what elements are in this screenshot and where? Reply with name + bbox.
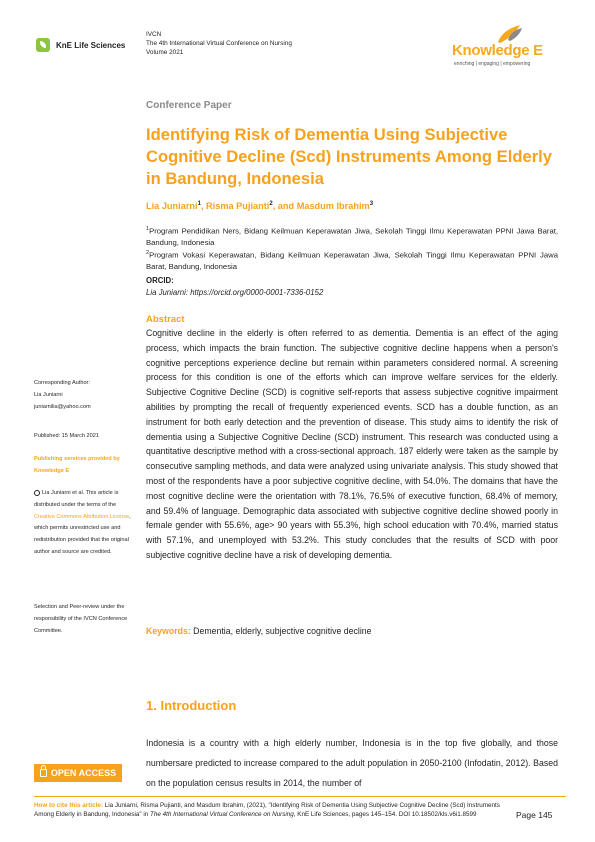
author-name: Lia Juniarni <box>146 201 198 212</box>
affiliation-sup: 2 <box>146 250 150 256</box>
logo-name: Knowledge E <box>452 42 543 59</box>
abstract-heading: Abstract <box>146 314 185 325</box>
cite-label: How to cite this article: <box>34 802 103 809</box>
author-sup: 2 <box>269 201 273 207</box>
copyright-icon <box>34 490 40 496</box>
corr-label: Corresponding Author: <box>34 380 90 386</box>
published-date: Published: 15 March 2021 <box>34 433 99 439</box>
journal-line: Volume 2021 <box>146 49 184 56</box>
brand-name: KnE Life Sciences <box>56 40 126 50</box>
cite-text: Lia Juniarni, Risma Pujianti, and Masdum Ibrahim, (2021), "Identifying Risk of Dementia Using Subjective Cognitive Decline (Scd) Instruments Among Elderly in Bandung, Indonesia" in <box>34 802 500 819</box>
author-sup: 1 <box>197 201 201 207</box>
keywords <box>146 626 372 636</box>
license-link[interactable]: Creative Commons Attribution License <box>34 513 130 520</box>
open-access-label: OPEN ACCESS <box>50 768 117 778</box>
author-list <box>146 201 373 211</box>
page-number: Page 145 <box>516 810 553 820</box>
affiliation <box>146 224 558 249</box>
affiliation-sup: 1 <box>146 226 150 232</box>
footer-divider <box>34 796 566 797</box>
affiliation-text: Program Pendidikan Ners, Bidang Keilmuan Keperawatan Jiwa, Sekolah Tinggi Ilmu Keperawatan PPNI Jawa Barat, Bandung, Indonesia <box>146 226 558 248</box>
article-type: Conference Paper <box>146 100 232 111</box>
corresponding-author <box>34 378 134 413</box>
author-name: Risma Pujianti <box>206 201 270 212</box>
introduction-text: Indonesia is a country with a high elderly number, Indonesia is in the top five globally, and those numbersare predicted to increase compared to the adult population in 2050-2100 (Infodatin, 2012). Based on the population census results in 2014, the number of <box>146 738 558 788</box>
leaf-icon <box>36 38 50 52</box>
affiliation <box>146 248 558 273</box>
author-sup: 3 <box>369 201 374 207</box>
logo-mark-icon <box>494 22 524 44</box>
license-pre: Lia Juniarni et al. This article is distributed under the terms of the <box>34 490 119 508</box>
author-name: Masdum Ibrahim <box>296 201 370 212</box>
open-lock-icon <box>40 769 47 777</box>
open-access-badge <box>34 764 122 782</box>
journal-line: The 4th International Virtual Conference on Nursing <box>146 40 292 47</box>
abstract-text: Cognitive decline in the elderly is often referred to as dementia. Dementia is an effect of the aging process, which impacts the brain function. The subjective cognitive decline happens when a person's cognitive perceptions experience decline but remain within parameters considered normal. A screening process for this condition is one of the efforts which can improve welfare services for the elderly. Subjective Cognitive Decline (SCD) is cognitive self-reports that assess subjective cognitive impairment abilities by prompting the recall of frequently experienced events. SCD has a double function, as an instrument for both early detection and the prevention of disease. This study aims to identify the risk of dementia using a Subjective Cognitive Decline (SCD) instrument. This research was conducted using a quantitative descriptive method with a cross-sectional approach. 187 elderly were taken as the sample by consecutive sampling methods, and data were analyzed using univariate analysis. This study showed that most of the respondents have a poor subjective cognitive decline, with 54.0%. The domains that have the most cognitive decline were the orientation with 78.1%, 76.5% of executive function, 68.4% of memory, and 59.4% of language. Demographic data associated with subjective cognitive decline showed poorly in female gender with 55.6%, age> 90 years with 55.3%, high school education with 70.4%, married status with 57.1%, and unemployed with 53.2%. This study concludes that the results of SCD with poor subjective cognitive decline have a risk of developing dementia. <box>146 328 558 560</box>
corr-email[interactable]: juniarnilia@yahoo.com <box>34 403 91 410</box>
section-heading: 1. Introduction <box>146 698 237 713</box>
keywords-label: Keywords: <box>146 626 191 636</box>
keywords-text: Dementia, elderly, subjective cognitive decline <box>193 626 372 636</box>
orcid-link[interactable]: Lia Juniarni: https://orcid.org/0000-0001-7336-0152 <box>146 288 324 297</box>
journal-line: IVCN <box>146 31 162 38</box>
logo-tagline: enriching | engaging | empowering <box>454 61 531 67</box>
affiliation-text: Program Vokasi Keperawatan, Bidang Keilmuan Keperawatan Jiwa, Sekolah Tinggi Ilmu Keperawatan PPNI Jawa Barat, Bandung, Indonesia <box>146 250 558 272</box>
cite-conference: The 4th International Virtual Conference on Nursing <box>150 811 294 819</box>
journal-brand <box>36 38 125 52</box>
article-title: Identifying Risk of Dementia Using Subjective Cognitive Decline (Scd) Instruments Among Elderly in Bandung, Indonesia <box>146 125 552 188</box>
journal-info <box>146 30 292 57</box>
license-post: , which permits unrestricted use and redistribution provided that the original author and source are credited. <box>34 513 131 555</box>
publishing-services: Publishing services provided by Knowledge E <box>34 456 120 474</box>
cite-doi: , KnE Life Sciences, pages 145–154. DOI 10.18502/kls.v6i1.8599 <box>293 811 477 819</box>
license-statement <box>34 488 134 559</box>
author-separator: , <box>200 201 207 212</box>
author-separator: , and <box>272 201 297 212</box>
citation <box>34 801 504 819</box>
orcid-label: ORCID: <box>146 276 174 285</box>
peer-review-note: Selection and Peer-review under the responsibility of the IVCN Conference Committee. <box>34 604 128 634</box>
corr-name: Lia Juniarni <box>34 391 63 398</box>
